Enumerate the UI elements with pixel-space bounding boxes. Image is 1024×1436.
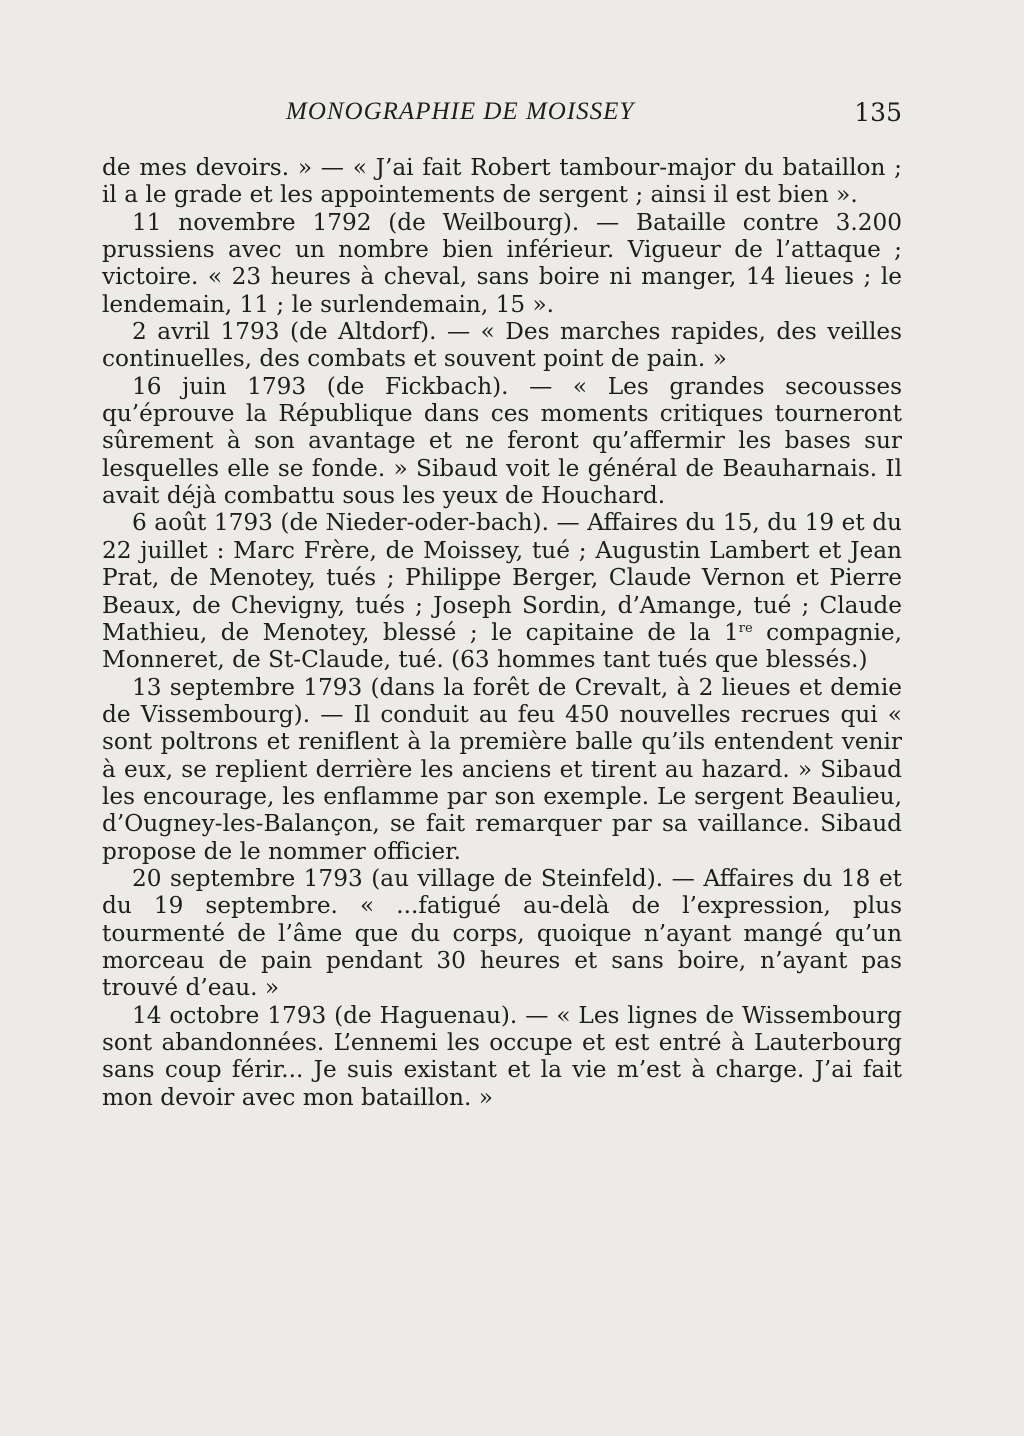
superscript-re: re xyxy=(738,620,753,636)
paragraph-11-novembre-1792: 11 novembre 1792 (de Weilbourg). — Bataille contre 3.200 prussiens avec un nombre bien inférieur. Vigueur de l’attaque ; victoire. « 23 heures à cheval, sans boire ni manger, 14 lieues ; le lendemain, 11 ; le surlendemain, 15 ». xyxy=(102,208,902,318)
running-title: MONOGRAPHIE DE MOISSEY xyxy=(286,98,635,125)
running-head xyxy=(102,98,902,134)
paragraph-6-aout-1793-text: 6 août 1793 (de Nieder-oder-bach). — Affaires du 15, du 19 et du 22 juillet : Marc Frère, de Moissey, tué ; Augustin Lambert et Jean Prat, de Menotey, tués ; Philippe Berger, Claude Vernon et Pierre Beaux, de Chevigny, tués ; Joseph Sordin, d’Amange, tué ; Claude Mathieu, de Menotey, blessé ; le capitaine de la 1 xyxy=(102,509,902,646)
paragraph-6-aout-1793 xyxy=(102,509,902,673)
paragraph-16-juin-1793: 16 juin 1793 (de Fickbach). — « Les grandes secousses qu’éprouve la République dans ces moments critiques tourneront sûrement à son avantage et ne feront qu’affermir les bases sur lesquelles elle se fonde. » Sibaud voit le général de Beauharnais. Il avait déjà combattu sous les yeux de Houchard. xyxy=(102,372,902,510)
body-text xyxy=(102,154,902,1111)
paragraph-6-aout-1793-text-end: compagnie, Monneret, de St-Claude, tué. (63 hommes tant tués que blessés.) xyxy=(102,618,903,674)
paragraph-continuation: de mes devoirs. » — « J’ai fait Robert tambour-major du bataillon ; il a le grade et les appointements de sergent ; ainsi il est bien ». xyxy=(102,154,902,209)
paragraph-2-avril-1793: 2 avril 1793 (de Altdorf). — « Des marches rapides, des veilles continuelles, des combats et souvent point de pain. » xyxy=(102,318,902,373)
paragraph-14-octobre-1793: 14 octobre 1793 (de Haguenau). — « Les lignes de Wissembourg sont abandonnées. L’ennemi les occupe et est entré à Lauterbourg sans coup férir... Je suis existant et la vie m’est à charge. J’ai fait mon devoir avec mon bataillon. » xyxy=(102,1001,902,1111)
page-number: 135 xyxy=(854,98,902,127)
paragraph-13-septembre-1793: 13 septembre 1793 (dans la forêt de Crevalt, à 2 lieues et demie de Vissembourg). — Il conduit au feu 450 nouvelles recrues qui « sont poltrons et reniflent à la première balle qu’ils entendent venir à eux, se replient derrière les anciens et tirent au hazard. » Sibaud les encourage, les enflamme par son exemple. Le sergent Beaulieu, d’Ougney-les-Balançon, se fait remarquer par sa vaillance. Sibaud propose de le nommer officier. xyxy=(102,673,902,865)
paragraph-20-septembre-1793: 20 septembre 1793 (au village de Steinfeld). — Affaires du 18 et du 19 septembre. « ...fatigué au-delà de l’expression, plus tourmenté de l’âme que du corps, quoique n’ayant mangé qu’un morceau de pain pendant 30 heures et sans boire, n’ayant pas trouvé d’eau. » xyxy=(102,864,902,1002)
